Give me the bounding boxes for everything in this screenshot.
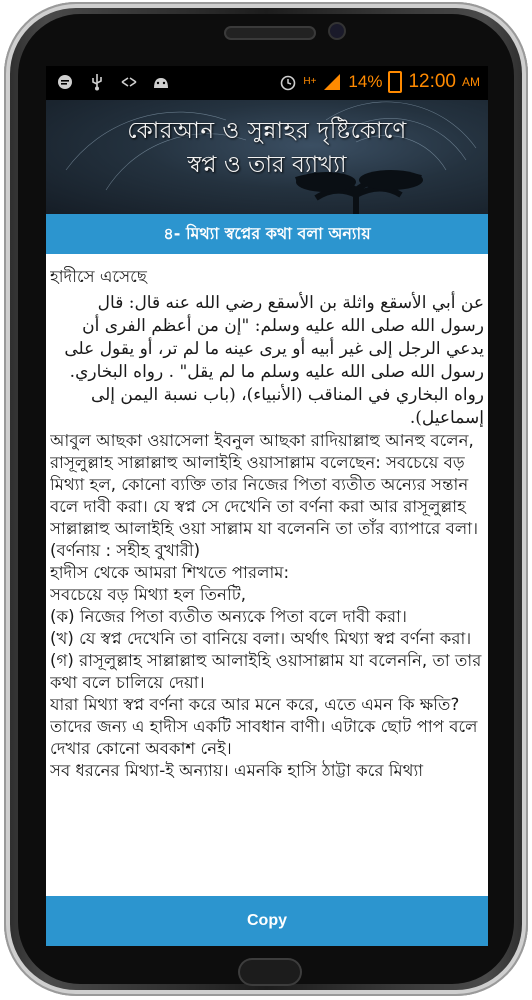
chat-icon [56,73,74,91]
bangla-translation: আবুল আছকা ওয়াসেলা ইবনুল আছকা রাদিয়াল্লাহু আনহু বলেন, রাসূলুল্লাহ সাল্লাল্লাহু আলাইহি ওয়াসাল্লাম বলেছেন: সবচেয়ে বড় মিথ্যা হল, কোনো ব্যক্তি তার নিজের পিতা ব্যতীত অন্যের সন্তান বলে দাবী করা। যে স্বপ্ন সে দেখেনি তা বর্ণনা করা আর রাসূলুল্লাহ সাল্লাল্লাহু আলাইহি ওয়া সাল্লাম যা বলেননি তা তাঁর ব্যাপারে বলা। (বর্ণনায় : সহীহ বুখারী) [50,431,479,560]
front-camera [330,24,344,38]
point-kha: (খ) যে স্বপ্ন দেখেনি তা বানিয়ে বলা। অর্থাৎ মিথ্যা স্বপ্ন বর্ণনা করা। [50,629,472,648]
battery-icon [388,71,402,93]
status-bar [46,66,488,100]
android-icon [152,73,170,91]
usb-icon [88,73,106,91]
battery-percent: 14% [348,72,383,91]
intro-text: হাদীসে এসেছে [50,267,147,286]
point-ga: (গ) রাসূলুল্লাহ সাল্লাল্লাহু আলাইহি ওয়াসাল্লাম যা বলেননি, তা তার কথা বলে চালিয়ে দেয়া। [50,651,482,692]
last-line: সব ধরনের মিথ্যা-ই অন্যায়। এমনকি হাসি ঠাট্টা করে মিথ্যা [50,761,424,780]
signal-icon [322,72,342,92]
banner-title-line2: স্বপ্ন ও তার ব্যাখ্যা [187,152,347,178]
clock-ampm: AM [462,75,480,89]
clock: 12:00 [408,71,456,92]
arabic-source: رواه البخاري في المناقب (الأنبياء)، (باب نسبة اليمن إلى إسماعيل). [90,385,484,428]
arabic-hadith: عن أبي الأسقع واثلة بن الأسقع رضي الله عنه قال: قال رسول الله صلى الله عليه وسلم: "إن من أعظم الفرى أن يدعي الرجل إلى غير أبيه أو يرى عينه ما لم تر، أو يقول على رسول الله صلى الله عليه وسلم ما لم يقل" . رواه البخاري. [64,293,484,382]
chapter-content[interactable] [50,262,484,892]
earpiece [226,28,314,38]
network-type: H+ [303,76,317,87]
alarm-icon [279,73,297,91]
chapter-title: ৪- মিথ্যা স্বপ্নের কথা বলা অন্যায় [46,214,488,254]
banner-title-line1: কোরআন ও সুন্নাহর দৃষ্টিকোণে [127,118,407,144]
learned-intro: হাদীস থেকে আমরা শিখতে পারলাম: [50,563,290,582]
home-button[interactable] [240,960,300,984]
learned-heading: সবচেয়ে বড় মিথ্যা হল তিনটি, [50,585,247,604]
screen [46,66,488,946]
point-ka: (ক) নিজের পিতা ব্যতীত অন্যকে পিতা বলে দাবী করা। [50,607,407,626]
debug-icon [120,73,138,91]
copy-button[interactable]: Copy [46,896,488,946]
warning-text: যারা মিথ্যা স্বপ্ন বর্ণনা করে আর মনে করে, এতে এমন কি ক্ষতি? তাদের জন্য এ হাদীস একটি সাবধান বাণী। এটাকে ছোট পাপ বলে দেখার কোনো অবকাশ নেই। [50,695,478,758]
header-banner [46,100,488,214]
